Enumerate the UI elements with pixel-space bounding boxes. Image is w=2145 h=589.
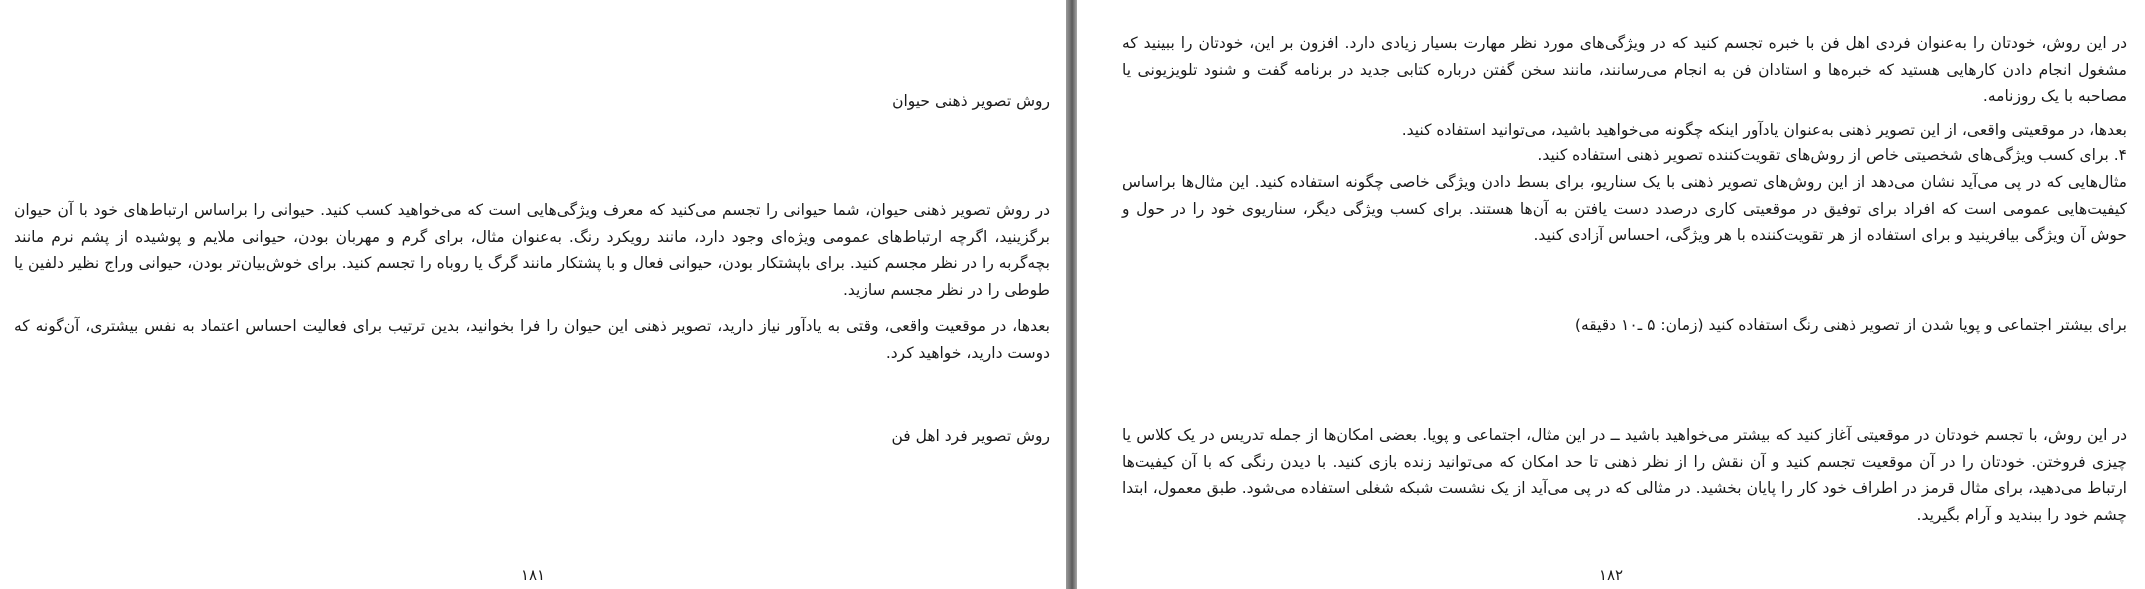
book-gutter — [1066, 0, 1077, 589]
body-paragraph: بعدها، در موقعیت واقعی، وقتی به یادآور نیاز دارید، تصویر ذهنی این حیوان را فرا بخوانید، بدین ترتیب برای فعالیت احساس اعتماد به نفس بیشتری، آن‌گونه که دوست دارید، خواهید کرد. — [14, 317, 1050, 362]
page-number: ۱۸۱ — [520, 566, 546, 584]
section-heading-expert-imagery: روش تصویر فرد اهل فن — [891, 427, 1050, 445]
body-paragraph: در روش تصویر ذهنی حیوان، شما حیوانی را تجسم می‌کنید که معرف ویژگی‌هایی است که می‌خواهید کسب کنید. حیوانی را براساس ارتباط‌های خود با آن حیوان برگزینید، اگرچه ارتباط‌های عمومی ویژه‌ای وجود دارد، مانند رویکرد رنگ. به‌عنوان مثال، برای گرم و مهربان بودن، حیوانی ملایم و پوشیده از پشم نرم مانند بچه‌گربه را در نظر مجسم کنید. برای باپشتکار بودن، حیوانی فعال و با پشتکار مانند گرگ یا روباه را تجسم کنید. برای خوش‌بیان‌تر بودن، حیوانی وراج نظیر دلفین یا طوطی را در نظر مجسم سازید. — [14, 201, 1050, 299]
body-paragraph: مثال‌هایی که در پی می‌آید نشان می‌دهد از این روش‌های تصویر ذهنی با یک سناریو، برای بسط دادن ویژگی خاصی چگونه استفاده کنید. این مثال‌ها براساس کیفیت‌هایی عمومی است که افراد برای توفیق در موقعیتی کاری درصدد دست یافتن به آن‌ها هستند. برای کسب ویژگی دیگر، سناریوی خود را در حول و حوش آن ویژگی بیافرینید و برای استفاده از هر تقویت‌کننده با هر ویژگی، احساس آزادی کنید. — [1122, 173, 2127, 244]
numbered-step: ۴. برای کسب ویژگی‌های شخصیتی خاص از روش‌های تقویت‌کننده تصویر ذهنی استفاده کنید. — [1537, 146, 2127, 164]
section-heading-animal-imagery: روش تصویر ذهنی حیوان — [892, 92, 1050, 110]
right-page — [1077, 0, 2145, 589]
body-paragraph: در این روش، خودتان را به‌عنوان فردی اهل فن با خبره تجسم کنید که در ویژگی‌های مورد نظر مهارت بسیار زیادی دارد. افزون بر این، خودتان را ببینید که مشغول انجام دادن کارهایی هستید که خبره‌ها و استادان فن به انجام می‌رسانند، مانند سخن گفتن درباره کتابی جدید در برنامه گفت و شنود تلویزیونی یا مصاحبه با یک روزنامه. — [1122, 34, 2127, 105]
page-number: ۱۸۲ — [1598, 566, 1624, 584]
section-heading-color-imagery: برای بیشتر اجتماعی و پویا شدن از تصویر ذهنی رنگ استفاده کنید (زمان: ۵ ـ۱۰ دقیقه) — [1574, 316, 2127, 334]
body-paragraph: بعدها، در موقعیتی واقعی، از این تصویر ذهنی به‌عنوان یادآور اینکه چگونه می‌خواهید باشید، می‌توانید استفاده کنید. — [1401, 121, 2127, 139]
left-page — [0, 0, 1066, 589]
body-paragraph: در این روش، با تجسم خودتان در موقعیتی آغاز کنید که بیشتر می‌خواهید باشید ــ در این مثال، اجتماعی و پویا. بعضی امکان‌ها از جمله تدریس در یک کلاس یا چیزی فروختن. خودتان را در آن موقعیت تجسم کنید و آن نقش را از نظر ذهنی تا حد امکان که می‌توانید زنده بازی کنید. با دیدن رنگی که با آن کیفیت‌ها ارتباط می‌دهید، برای مثال قرمز در اطراف خود کار را پایان بخشید. در مثالی که در پی می‌آید از یک نشست شبکه شغلی استفاده می‌شود. طبق معمول، ابتدا چشم خود را ببندید و آرام بگیرید. — [1122, 426, 2127, 524]
